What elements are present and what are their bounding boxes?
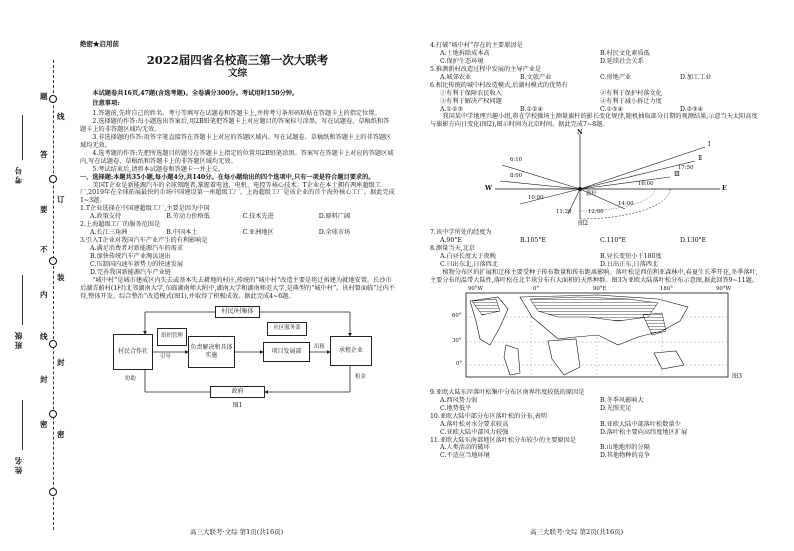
figure-1-caption: 图1	[232, 401, 243, 409]
option[interactable]: A.落叶松对水分要求较高	[440, 420, 509, 428]
passage: 植物分布区的扩展和迁移主要受种子传布数量和传布距离影响。落叶松是西伯利亚森林中,春夏生长季开花,冬季落叶,主要分布的温带大陆性,落叶松在北半球分布有大面积的天然种群。图3为亚欧大陆落叶松分布示意图,据此回答9~11题。	[430, 269, 759, 284]
question-2: 2.上海超级工厂的服务范围是	[80, 221, 161, 229]
larch-map	[448, 287, 748, 387]
subject-title: 文综	[227, 68, 247, 80]
punch-hole	[49, 340, 57, 348]
time-label: 17:50	[678, 165, 694, 172]
seal-word: 装	[57, 273, 65, 282]
government-box: 政府	[210, 386, 265, 398]
lon-label: 180°	[660, 285, 673, 292]
q11-options	[430, 444, 760, 460]
option[interactable]: C.房地产业	[600, 73, 632, 81]
time-label: 12:00	[588, 209, 604, 216]
option[interactable]: C.技术先进	[242, 213, 274, 221]
question-8: 8.测量当天,北京	[430, 245, 475, 253]
figure-1-flowchart	[85, 304, 390, 402]
option[interactable]: D.其他物种的竞争	[600, 452, 651, 460]
exam-no-label: 考号	[14, 165, 23, 184]
option[interactable]: B.冬季风影响大	[600, 396, 644, 404]
lon-label: 90°E	[593, 285, 607, 292]
punch-hole	[49, 175, 57, 183]
seal-word: 线	[57, 112, 65, 121]
arc-label: Ⅱ	[698, 155, 703, 163]
option[interactable]: A.满足消费者对新能源汽车的需求	[90, 245, 184, 252]
option[interactable]: C.日出东北,日落西北	[440, 261, 498, 269]
option[interactable]: D.落叶松主要向高纬度地区扩展	[600, 428, 688, 436]
statement: ④有利于减小拆迁力度	[600, 97, 662, 105]
question-5: 5.推测新村改造过程中发展的主导产业是	[430, 65, 542, 73]
option[interactable]: B.村民文化素质低	[600, 49, 650, 57]
option[interactable]: B.①②④	[520, 105, 544, 113]
exam-title: 2022届四省名校高三第一次大联考	[146, 53, 329, 68]
name-field[interactable]	[22, 400, 23, 450]
flow-label: 出租	[314, 343, 325, 350]
q3-options	[80, 245, 395, 277]
option[interactable]: D.加工工业	[680, 73, 712, 81]
q7-options	[430, 237, 760, 245]
passage: 美国T企业是新能源汽车的全球领跑者,掌握着电池、电机、电控等核心技术。T企业在本土拥有两座超级工厂,2019年在全球拓展最快的市场中国建设第一座超级工厂。上海超级工厂是该企业的首个海外核心工厂。据此完成1~3题。	[80, 181, 395, 205]
north-label: N	[577, 129, 583, 137]
q2-options	[80, 229, 395, 237]
q8-options	[430, 253, 760, 269]
no-answer-word: 不	[40, 245, 48, 254]
option[interactable]: A.人类活动的破坏	[440, 444, 490, 452]
flow-label: 引导	[160, 353, 171, 360]
note-item: 2.选择题的作答:每小题选出答案后,用2B铅笔把答题卡上对应题目的答案标号涂黑。写在试题卷、草稿纸和答题卡上的非答题区域均无效。	[80, 118, 390, 133]
west-label: W	[485, 185, 492, 193]
arc-label: Ⅰ	[708, 141, 711, 149]
question-9: 9.亚欧大陆东岸落叶松集中分布区南界纬度较低的原因是	[430, 388, 585, 396]
east-label: E	[722, 185, 727, 193]
option[interactable]: C.亚洲地区	[242, 229, 274, 237]
lat-label: 30°	[452, 337, 462, 344]
option[interactable]: B.文旅产业	[520, 73, 552, 81]
q9-options	[430, 397, 760, 413]
seal-word: 订	[57, 195, 65, 204]
note-item: 4.选考题的作答:先把所选题目的题号在答题卡上指定的位置用2B铅笔涂黑。答案写在答题卡上对应的答题区域内,写在试题卷、草稿纸和答题卡上的非答题区域均无效。	[80, 149, 394, 165]
q5-options	[430, 74, 760, 82]
no-answer-word: 要	[40, 205, 48, 214]
option[interactable]: D.原料广阔	[318, 213, 351, 221]
question-10: 10.亚欧大陆中部分布区落叶松的分布,表明	[430, 412, 547, 420]
seal-line	[53, 60, 54, 530]
project-box: 项目发展部	[263, 342, 310, 362]
statement: ③有利于解决产权问题	[440, 97, 502, 105]
option[interactable]: C.110°E	[600, 237, 626, 245]
passage: 我国某中学地理兴趣小组,将在学校操场上测量旗杆的影长变化规律,随机抽取部分日期的观测结果,示意当天太阳高度与旗影方向日变化(图2),图示时间为北京时间。据此完成7~8题。	[430, 113, 758, 129]
option[interactable]: D.光照充足	[600, 404, 632, 412]
no-answer-word: 密	[40, 420, 48, 429]
time-label: 8:00	[510, 173, 523, 180]
option[interactable]: C.压制国内速车新势力的快速发展	[90, 260, 184, 268]
time-label: 11:20	[556, 209, 572, 216]
option[interactable]: B.昼长变短小于180度	[600, 253, 662, 261]
option[interactable]: D.完善我国新能源汽车产业链	[90, 268, 171, 276]
class-field[interactable]	[22, 275, 23, 325]
question-6: 6.相比传统的城中村改造模式,后湖村模式的优势有	[430, 81, 568, 89]
question-1: 1.T企业选择在中国建超级工厂,主要是因为中国	[80, 205, 210, 213]
punch-hole	[49, 410, 57, 418]
option[interactable]: A.西风势力弱	[440, 396, 478, 404]
note-item: 1.答题前,先将自己的姓名、考号等填写在试题卷和答题卡上,并将考号条形码粘贴在答题卡上的指定位置。	[92, 110, 381, 118]
no-answer-word: 内	[40, 290, 48, 299]
question-7: 7.该中学所处的经度为	[430, 229, 492, 237]
option[interactable]: A.①②③	[440, 105, 464, 113]
figure-3-map	[448, 287, 748, 387]
option[interactable]: D.全球市场	[318, 229, 351, 237]
option[interactable]: C.保护生态环境	[440, 57, 484, 65]
coop-box	[113, 334, 153, 370]
seal-word: 封	[57, 358, 65, 367]
option[interactable]: A.土地拆除成本高	[440, 49, 490, 57]
secret-mark: 绝密★启用前	[80, 40, 119, 48]
class-label: 班级	[14, 330, 23, 349]
time-label: 14:00	[618, 201, 634, 208]
option[interactable]: C.亚欧大陆中部风力较强	[440, 428, 509, 436]
enterprise-box: 承租企业	[330, 336, 372, 366]
arc-label: Ⅲ	[674, 171, 680, 179]
question-11: 11.亚欧大陆东南部地区落叶松分布较少的主要原因是	[430, 436, 576, 444]
option[interactable]: C.①③④	[600, 105, 624, 113]
time-label: 10:00	[528, 195, 544, 202]
option[interactable]: A.城郊农业	[440, 73, 472, 81]
option[interactable]: A.90°E	[440, 237, 462, 245]
q10-options	[430, 421, 760, 437]
note-item: 3.非选择题的作答:用签字笔直接答在答题卡上对应的答题区域内。写在试题卷、草稿纸和答题卡上的非答题区域均无效。	[80, 133, 392, 149]
page-1	[80, 40, 395, 409]
time-label: 16:00	[638, 181, 654, 188]
figure-2-diagram	[430, 129, 760, 229]
punch-hole	[49, 488, 57, 496]
time-label: 6:10	[510, 157, 523, 164]
no-answer-word: 线	[40, 332, 48, 341]
option[interactable]: B.亚欧大陆中部落叶松数量少	[600, 420, 681, 428]
figure-3-caption: 图3	[732, 372, 743, 380]
lon-label: 90°W	[716, 285, 732, 292]
flow-label: 协助	[125, 375, 136, 382]
option[interactable]: B.加快传统汽车产业淘汰退出	[90, 252, 171, 260]
option[interactable]: B.105°E	[520, 237, 546, 245]
villagers-box: 村民/村集体	[215, 306, 260, 318]
note-item: 5.考试结束后,请将本试题卷和答题卡一并上交。	[92, 165, 225, 173]
no-answer-word: 答	[40, 150, 48, 159]
punch-hole	[49, 257, 57, 265]
option[interactable]: B.中国本土	[166, 229, 198, 237]
lat-label: 60°	[452, 312, 462, 319]
question-3: 3.引入T企业对我国汽车产业产生的有利影响是	[80, 237, 208, 245]
lon-label: 90°W	[468, 285, 484, 292]
section-heading: 一、选择题:本题共35小题,每小题4分,共140分。在每小题给出的四个选项中,只有一项是符合题目要求的。	[80, 173, 375, 181]
binding-strip	[0, 0, 70, 551]
mgmt-box: 组织管理	[157, 328, 187, 346]
option[interactable]: D.延续社会关系	[600, 57, 644, 65]
q1-options	[80, 213, 395, 221]
question-4: 4.打破“城中村”存在的主要原因是	[430, 42, 523, 49]
no-answer-word: 封	[40, 375, 48, 384]
option[interactable]: D.日出正东,日落西北	[600, 261, 659, 269]
option[interactable]: A.白昼长度大于夜晚	[440, 253, 496, 261]
exam-no-field[interactable]	[22, 115, 23, 160]
page-1-footer: 高三大联考·文综 第1页(共16页)	[190, 528, 284, 536]
flow-label: 租金	[355, 373, 366, 380]
notes-header: 注意事项:	[92, 100, 120, 108]
service-box: 社区服务部	[267, 322, 307, 336]
q4-options	[430, 50, 760, 66]
option[interactable]: D.②③④	[680, 105, 704, 113]
passage: “城中村”是城市建成区内失去或基本失去耕地的村庄,传统的“城中村”改造主要是将迁拆建为就地安置。长沙市后湖青蔚村(1村)北邻湖南大学,东临湖南师大附中,湖南大学和湖南师范大学,是典型的“城中村”。该村曾面临“过内不得,整体开发、综合整治”改造模式(图1),并取得了积极成效。据此完成4~6题。	[80, 276, 395, 300]
option[interactable]: B.劳动力价格低	[166, 213, 210, 221]
lon-label: 0°	[533, 285, 540, 292]
q6-items	[430, 90, 760, 106]
punch-hole	[49, 95, 57, 103]
page-2	[430, 42, 760, 460]
name-label: 姓名	[14, 455, 23, 474]
option[interactable]: A.政策支持	[90, 213, 122, 221]
option[interactable]: A.长江三角洲	[90, 229, 128, 237]
no-answer-word: 题	[40, 92, 48, 101]
statement: ②有利于保护村落文化	[600, 89, 662, 97]
statement: ①有利于保障农民收入	[440, 89, 502, 97]
option[interactable]: C.不适应当地环境	[440, 452, 490, 460]
option[interactable]: B.山地地形的分隔	[600, 444, 650, 452]
coop-label: 村民合作社	[117, 347, 148, 355]
figure-2-caption: 图2	[578, 220, 589, 228]
seal-word: 密	[57, 430, 65, 439]
exam-notice: 本试题卷共16页,47题(含选考题)。全卷满分300分。考试用时150分钟。	[92, 90, 299, 98]
page-2-footer: 高三大联考·文综 第2页(共16页)	[530, 528, 624, 536]
option[interactable]: D.130°E	[680, 237, 707, 245]
option[interactable]: C.地势低平	[440, 404, 472, 412]
lat-label: 0°	[456, 360, 463, 367]
implement-box: 负责解决和具体实施	[188, 336, 235, 368]
pole-label: 旗杆	[586, 191, 597, 198]
